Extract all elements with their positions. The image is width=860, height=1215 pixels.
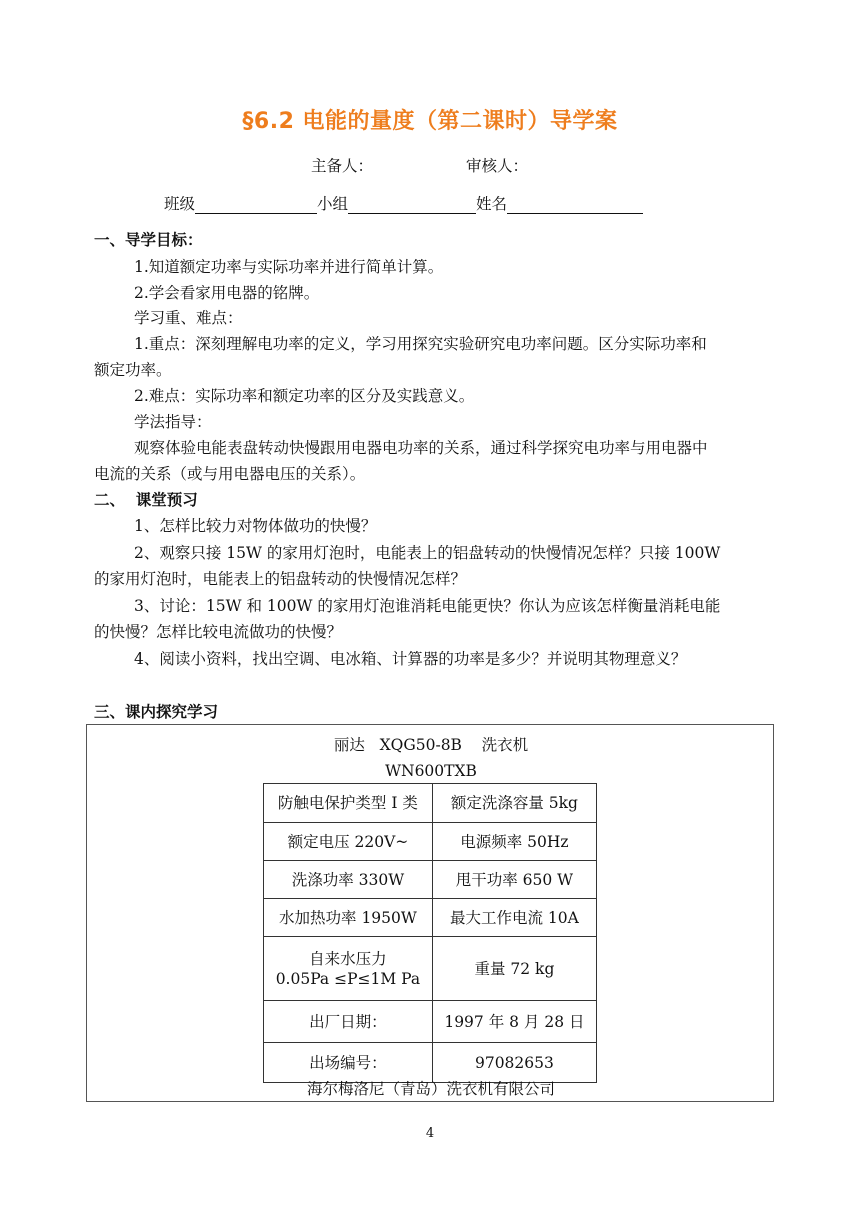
nameplate-table bbox=[263, 783, 597, 1083]
spec-cell bbox=[264, 937, 433, 1001]
spec-cell: 额定电压 220V~ bbox=[264, 823, 433, 861]
spec-cell: 水加热功率 1950W bbox=[264, 899, 433, 937]
spec-cell: 洗涤功率 330W bbox=[264, 861, 433, 899]
water-pressure-range: 0.05Pa ≤P≤1M Pa bbox=[275, 969, 421, 988]
section2-heading: 二、 课堂预习 bbox=[94, 490, 198, 509]
table-row bbox=[264, 899, 597, 937]
question-1: 1、怎样比较力对物体做功的快慢？ bbox=[134, 517, 377, 535]
spec-cell: 97082653 bbox=[432, 1043, 596, 1083]
table-row bbox=[264, 823, 597, 861]
goal-2: 2.学会看家用电器的铭牌。 bbox=[134, 284, 320, 302]
method-line2: 电流的关系（或与用电器电压的关系）。 bbox=[94, 465, 366, 483]
class-blank[interactable] bbox=[195, 197, 317, 214]
goal-1: 1.知道额定功率与实际功率并进行简单计算。 bbox=[134, 258, 444, 276]
group-label: 小组 bbox=[317, 195, 349, 213]
method-heading: 学法指导： bbox=[134, 413, 212, 431]
key-heading: 学习重、难点： bbox=[134, 309, 243, 327]
spec-cell: 额定洗涤容量 5kg bbox=[432, 784, 596, 823]
spec-cell: 甩干功率 650 W bbox=[432, 861, 596, 899]
question-4: 4、阅读小资料，找出空调、电冰箱、计算器的功率是多少？并说明其物理意义？ bbox=[134, 650, 687, 668]
table-row bbox=[264, 784, 597, 823]
question-2-line1: 2、观察只接 15W 的家用灯泡时，电能表上的铝盘转动的快慢情况怎样？只接 100W bbox=[134, 544, 721, 562]
group-blank[interactable] bbox=[348, 197, 476, 214]
key-point-line1: 1.重点：深刻理解电功率的定义，学习用探究实验研究电功率问题。区分实际功率和 bbox=[134, 335, 707, 353]
name-blank[interactable] bbox=[507, 197, 643, 214]
spec-cell: 防触电保护类型 I 类 bbox=[264, 784, 433, 823]
section1-heading: 一、导学目标： bbox=[94, 230, 203, 249]
section3-heading: 三、课内探究学习 bbox=[94, 702, 219, 721]
page-title: §6.2 电能的量度（第二课时）导学案 bbox=[242, 109, 618, 134]
question-3-line2: 的快慢？怎样比较电流做功的快慢？ bbox=[94, 623, 343, 641]
table-row bbox=[264, 1043, 597, 1083]
nameplate-model: WN600TXB bbox=[385, 762, 477, 780]
nameplate-box bbox=[86, 724, 774, 1102]
student-info-line bbox=[164, 194, 643, 214]
spec-cell: 出场编号： bbox=[264, 1043, 433, 1083]
difficulty: 2.难点：实际功率和额定功率的区分及实践意义。 bbox=[134, 387, 475, 405]
name-label: 姓名 bbox=[476, 195, 508, 213]
water-pressure-label: 自来水压力 bbox=[309, 949, 387, 968]
table-row bbox=[264, 937, 597, 1001]
manufacturer: 海尔梅洛尼（青岛）洗衣机有限公司 bbox=[306, 1080, 555, 1098]
page-number: 4 bbox=[425, 1126, 435, 1141]
preparer-label: 主备人： bbox=[311, 157, 374, 175]
table-row bbox=[264, 861, 597, 899]
method-line1: 观察体验电能表盘转动快慢跟用电器电功率的关系，通过科学探究电功率与用电器中 bbox=[134, 439, 708, 457]
key-point-line2: 额定功率。 bbox=[94, 361, 172, 379]
spec-cell: 最大工作电流 10A bbox=[432, 899, 596, 937]
spec-cell: 重量 72 kg bbox=[432, 937, 596, 1001]
class-label: 班级 bbox=[164, 195, 196, 213]
spec-cell: 电源频率 50Hz bbox=[432, 823, 596, 861]
question-2-line2: 的家用灯泡时，电能表上的铝盘转动的快慢情况怎样？ bbox=[94, 570, 467, 588]
question-3-line1: 3、讨论：15W 和 100W 的家用灯泡谁消耗电能更快？你认为应该怎样衡量消耗电能 bbox=[134, 597, 721, 615]
table-row bbox=[264, 1001, 597, 1043]
reviewer-label: 审核人： bbox=[466, 157, 529, 175]
spec-cell: 1997 年 8 月 28 日 bbox=[432, 1001, 596, 1043]
spec-cell: 出厂日期： bbox=[264, 1001, 433, 1043]
nameplate-brand-line: 丽达 XQG50-8B 洗衣机 bbox=[333, 736, 529, 754]
